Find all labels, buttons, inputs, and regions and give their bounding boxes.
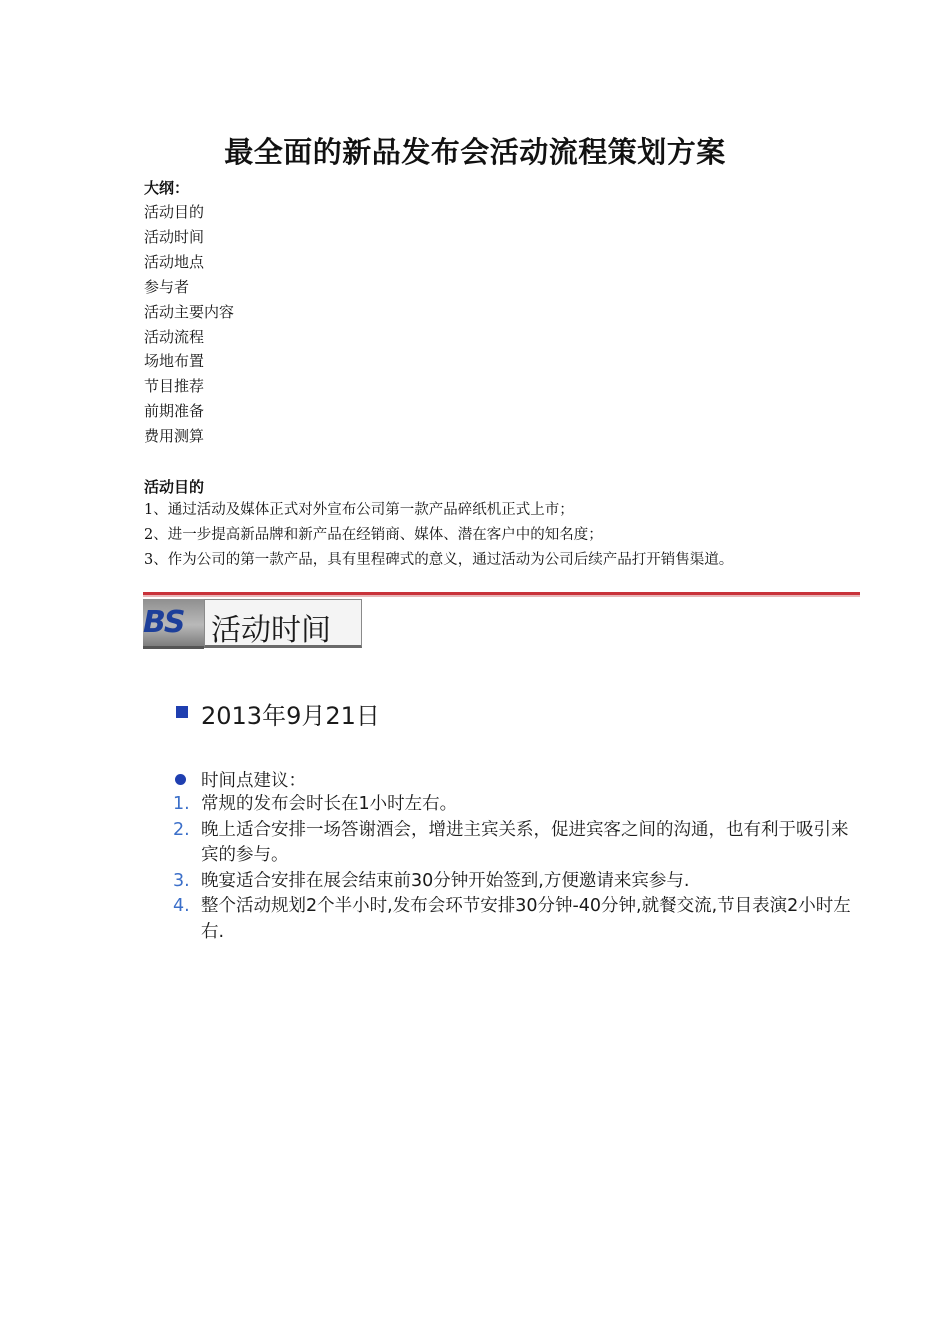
outline-item: 前期准备 (144, 402, 205, 421)
outline-item: 场地布置 (144, 352, 205, 371)
slide-item-text: 晚上适合安排一场答谢酒会，增进主宾关系，促进宾客之间的沟通，也有利于吸引来宾的参与。 (201, 819, 849, 865)
slide-item (173, 792, 853, 818)
embedded-slide-image (143, 592, 860, 948)
outline-item: 活动主要内容 (144, 302, 235, 321)
slide-top-border-shadow (143, 595, 860, 597)
slide-item-number: 2. (173, 819, 190, 840)
outline-item: 费用测算 (144, 427, 205, 446)
outline-item: 活动地点 (144, 252, 205, 271)
outline-item: 活动目的 (144, 203, 205, 221)
slide-date: 2013年9月21日 (201, 702, 380, 730)
outline-heading: 大纲： (144, 179, 190, 197)
purpose-list (144, 498, 733, 573)
outline-item: 参与者 (144, 277, 190, 296)
purpose-item: 3、作为公司的第一款产品，具有里程碑式的意义，通过活动为公司后续产品打开销售渠道。 (144, 552, 734, 568)
outline-item: 节目推荐 (144, 377, 205, 396)
page-title: 最全面的新品发布会活动流程策划方案 (224, 135, 726, 169)
slide-item-number: 3. (173, 870, 190, 891)
slide-item-text: 晚宴适合安排在展会结束前30分钟开始签到,方便邀请来宾参与. (201, 870, 690, 891)
round-bullet-icon (175, 774, 186, 785)
outline-item: 活动流程 (144, 327, 205, 346)
slide-item-number: 4. (173, 896, 190, 916)
slide-heading: 活动时间 (211, 613, 331, 648)
slide-item-number: 1. (173, 794, 190, 814)
slide-item (173, 818, 853, 869)
slide-heading-box (204, 599, 362, 648)
slide-item-text: 整个活动规划2个半小时,发布会环节安排30分钟-40分钟,就餐交流,节目表演2小时左右. (201, 896, 851, 942)
square-bullet-icon (176, 706, 188, 718)
slide-logo (143, 599, 204, 649)
slide-item (173, 869, 853, 895)
purpose-item: 2、进一步提高新品牌和新产品在经销商、媒体、潜在客户中的知名度； (144, 527, 603, 543)
purpose-item: 1、通过活动及媒体正式对外宣布公司第一款产品碎纸机正式上市； (144, 502, 574, 518)
purpose-heading: 活动目的 (144, 478, 205, 496)
slide-logo-text: BS (143, 605, 184, 640)
slide-item-text: 常规的发布会时长在1小时左右。 (201, 794, 458, 814)
slide-item (173, 894, 853, 945)
slide-subheading: 时间点建议： (201, 771, 306, 791)
outline-list (144, 200, 234, 449)
slide-item-list (173, 792, 853, 945)
outline-item: 活动时间 (144, 227, 205, 246)
